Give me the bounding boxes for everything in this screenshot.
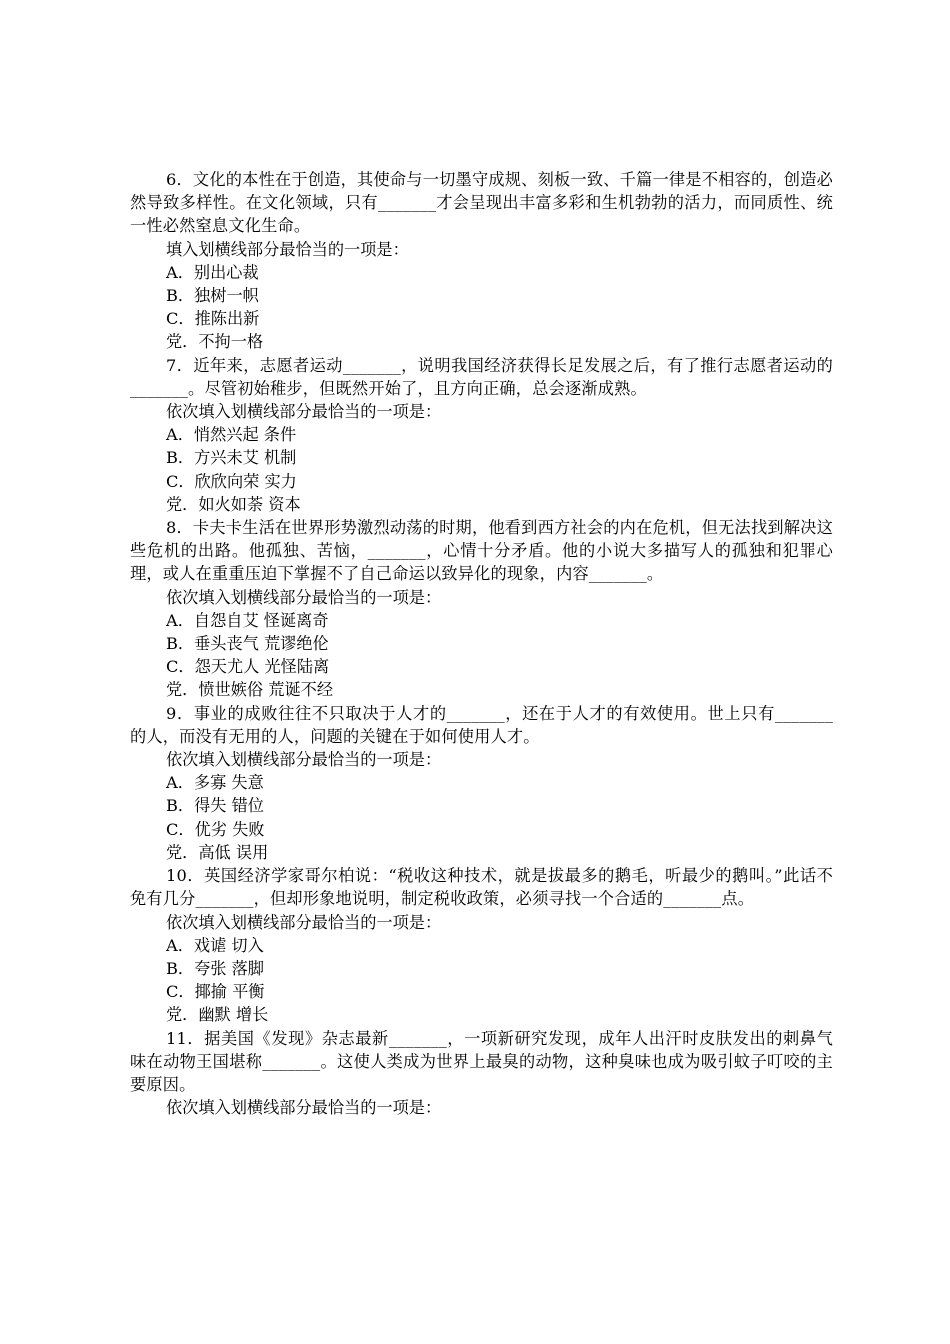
option-a: A．自怨自艾 怪诞离奇 xyxy=(166,610,329,630)
question-6 xyxy=(130,168,833,354)
option-b: B．方兴未艾 机制 xyxy=(166,448,297,468)
option-c: C．欣欣向荣 实力 xyxy=(166,471,297,491)
option-c: C．揶揄 平衡 xyxy=(166,982,265,1002)
option-a: A．悄然兴起 条件 xyxy=(166,425,297,445)
question-text: 6．文化的本性在于创造，其使命与一切墨守成规、刻板一致、千篇一律是不相容的，创造必然导致多样性。在文化领域，只有_______才会呈现出丰富多彩和生机勃勃的活力，而同质性、统一性必然窒息文化生命。 xyxy=(130,170,833,236)
option-a: A．戏谑 切入 xyxy=(166,935,264,955)
option-d: 党．愤世嫉俗 荒诞不经 xyxy=(166,680,334,700)
option-c: C．怨天尤人 光怪陆离 xyxy=(166,657,330,677)
option-a: A．别出心裁 xyxy=(166,262,259,282)
question-prompt: 依次填入划横线部分最恰当的一项是： xyxy=(166,587,442,607)
question-9 xyxy=(130,702,833,864)
question-prompt: 填入划横线部分最恰当的一项是： xyxy=(166,239,409,259)
question-prompt: 依次填入划横线部分最恰当的一项是： xyxy=(166,750,442,770)
option-a: A．多寡 失意 xyxy=(166,773,264,793)
question-prompt: 依次填入划横线部分最恰当的一项是： xyxy=(166,1098,442,1118)
question-7 xyxy=(130,354,833,516)
question-text: 8．卡夫卡生活在世界形势激烈动荡的时期，他看到西方社会的内在危机，但无法找到解决这些危机的出路。他孤独、苦恼，_______，心情十分矛盾。他的小说大多描写人的孤独和犯罪心理，或人在重重压迫下掌握不了自己命运以致异化的现象，内容_______。 xyxy=(130,518,833,584)
question-10 xyxy=(130,864,833,1026)
question-text: 11．据美国《发现》杂志最新_______，一项新研究发现，成年人出汗时皮肤发出的刺鼻气味在动物王国堪称_______。这使人类成为世界上最臭的动物，这种臭味也成为吸引蚊子叮咬的主要原因。 xyxy=(130,1028,833,1094)
option-b: B．得失 错位 xyxy=(166,796,264,816)
option-d: 党．幽默 增长 xyxy=(166,1005,269,1025)
document-page xyxy=(130,168,833,1119)
option-d: 党．不拘一格 xyxy=(166,332,264,352)
option-d: 党．如火如荼 资本 xyxy=(166,494,301,514)
question-prompt: 依次填入划横线部分最恰当的一项是： xyxy=(166,402,442,422)
option-b: B．夸张 落脚 xyxy=(166,958,264,978)
question-text: 10．英国经济学家哥尔柏说：“税收这种技术，就是拔最多的鹅毛，听最少的鹅叫。”此话不免有几分_______，但却形象地说明，制定税收政策，必须寻找一个合适的_______点。 xyxy=(130,866,833,909)
question-prompt: 依次填入划横线部分最恰当的一项是： xyxy=(166,912,442,932)
question-11 xyxy=(130,1027,833,1120)
option-b: B．独树一帜 xyxy=(166,286,259,306)
question-text: 9．事业的成败往往不只取决于人才的_______，还在于人才的有效使用。世上只有_______的人，而没有无用的人，问题的关键在于如何使用人才。 xyxy=(130,703,833,746)
option-d: 党．高低 误用 xyxy=(166,842,269,862)
option-c: C．优劣 失败 xyxy=(166,819,265,839)
option-c: C．推陈出新 xyxy=(166,309,260,329)
question-text: 7．近年来，志愿者运动_______，说明我国经济获得长足发展之后，有了推行志愿者运动的_______。尽管初始稚步，但既然开始了，且方向正确，总会逐渐成熟。 xyxy=(130,355,833,398)
question-8 xyxy=(130,516,833,702)
option-b: B．垂头丧气 荒谬绝伦 xyxy=(166,634,329,654)
